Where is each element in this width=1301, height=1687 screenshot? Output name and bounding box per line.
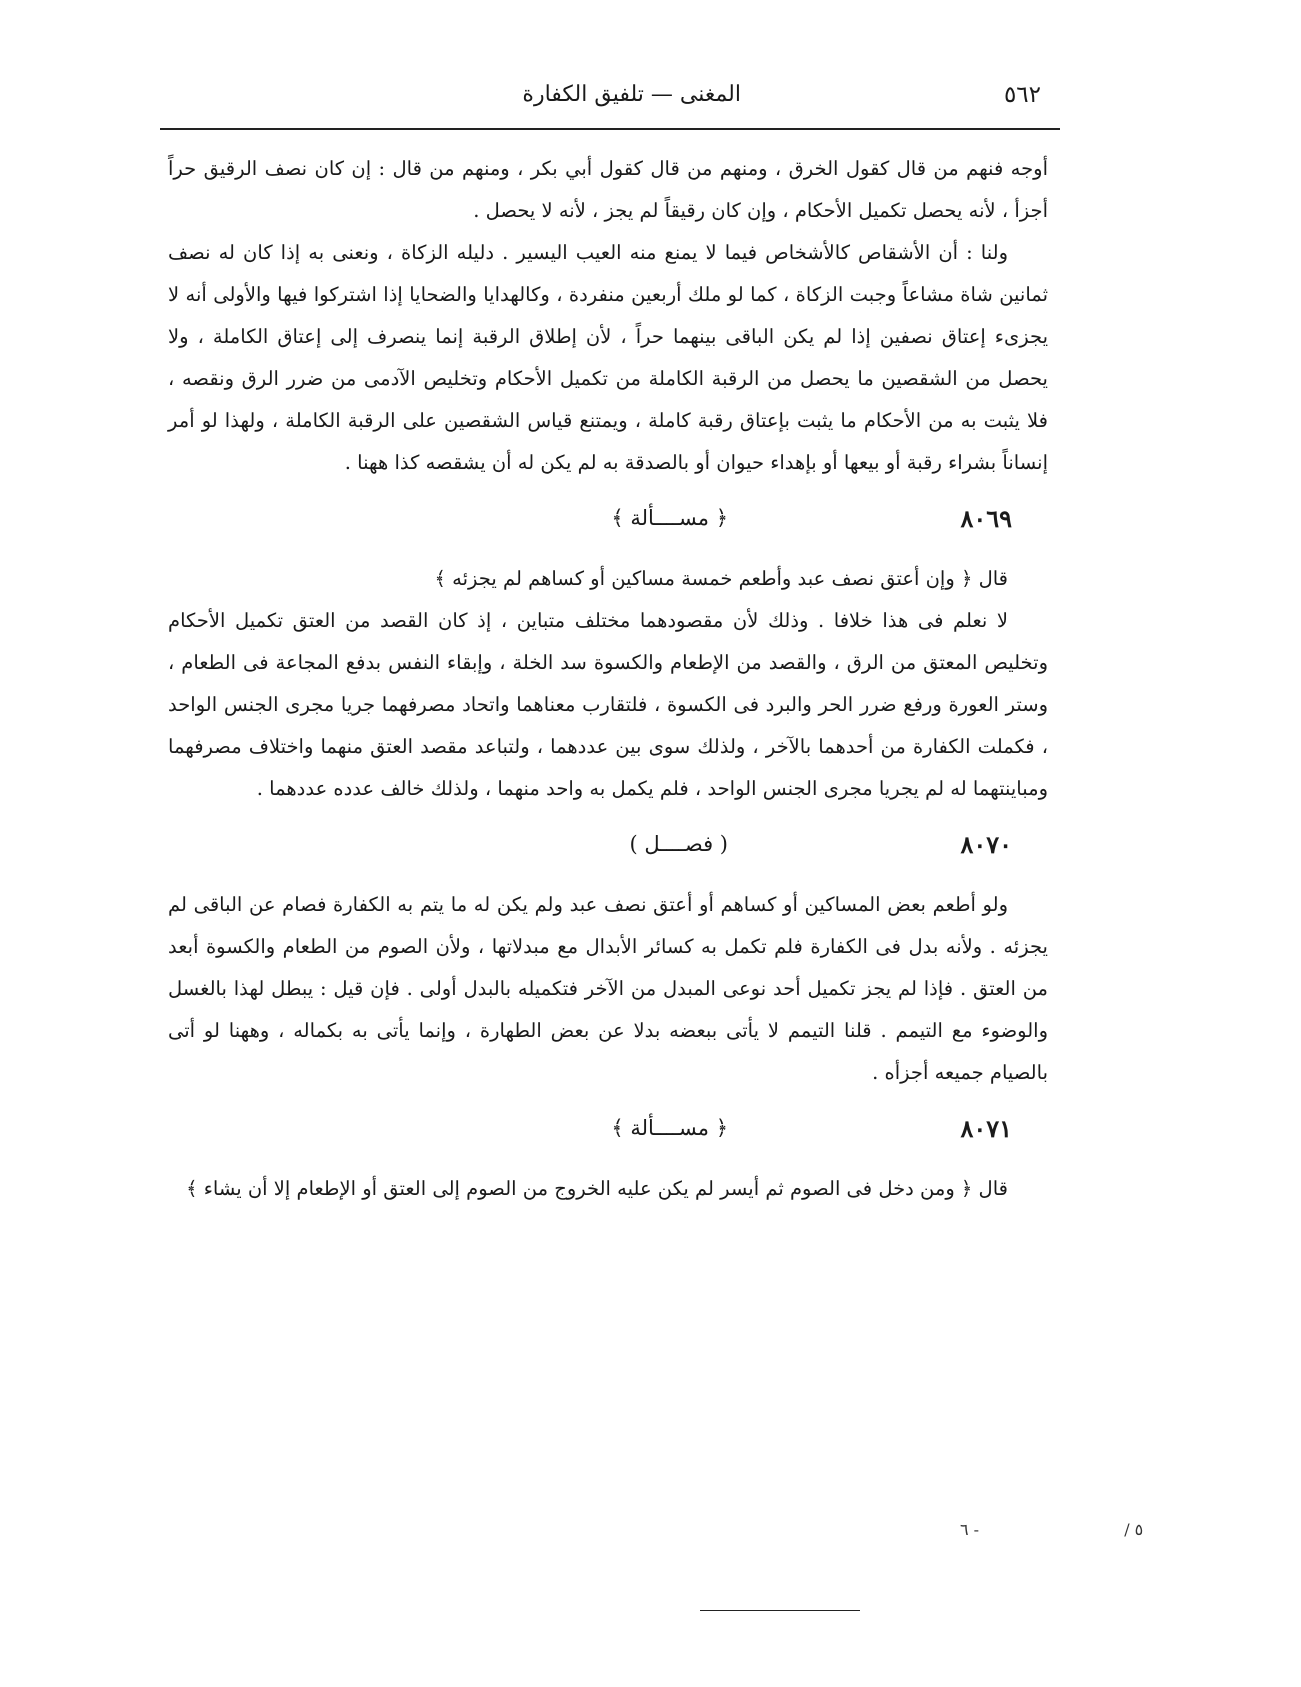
paragraph: أوجه فنهم من قال كقول الخرق ، ومنهم من قال كقول أبي بكر ، ومنهم من قال : إن كان نصف الرقيق حراً أجزأ ، لأنه يحصل تكميل الأحكام ، وإن كان رقيقاً لم يجز ، لأنه لا يحصل . bbox=[168, 157, 1048, 222]
page-number: ٥٦٢ bbox=[1003, 82, 1041, 108]
section-label: ﴿ مســــألة ﴾ bbox=[611, 1116, 728, 1140]
section-number: ٨٠٧١ bbox=[960, 1114, 1012, 1143]
section-label: ﴿ مســــألة ﴾ bbox=[611, 506, 728, 530]
footer-fragment-left: ٥ / bbox=[1124, 1520, 1144, 1539]
section-number: ٨٠٧٠ bbox=[960, 830, 1012, 859]
section-label: ( فصــــل ) bbox=[629, 832, 728, 856]
paragraph: لا نعلم فى هذا خلافا . وذلك لأن مقصودهما مختلف متباين ، إذ كان القصد من العتق تكميل الأحكام وتخليص المعتق من الرق ، والقصد من الإطعام والكسوة سد الخلة ، وإبقاء النفس بدفع المجاعة فى الطعام ، وستر العورة ورفع ضرر الحر والبرد فى الكسوة ، فلتقارب معناهما واتحاد مصرفهما جريا مجرى الجنس الواحد ، فكملت الكفارة من أحدهما بالآخر ، ولذلك سوى بين عددهما ، ولتباعد مقصد العتق منهما واختلاف مصرفهما ومباينتهما له لم يجريا مجرى الجنس الواحد ، فلم يكمل به واحد منهما ، ولذلك خالف عدده عددهما . bbox=[168, 609, 1048, 800]
paragraph: قال ﴿ ومن دخل فى الصوم ثم أيسر لم يكن عليه الخروج من الصوم إلى العتق أو الإطعام إلا أن يشاء ﴾ bbox=[186, 1177, 1008, 1200]
footer-fragment bbox=[820, 1520, 1143, 1539]
section-heading bbox=[168, 1108, 1048, 1166]
page-body bbox=[168, 148, 1048, 1210]
footer-fragment-right: - ٦ bbox=[960, 1520, 980, 1539]
footer-rule bbox=[700, 1610, 860, 1611]
section-number: ٨٠٦٩ bbox=[960, 504, 1012, 533]
running-header bbox=[160, 82, 1041, 122]
header-rule bbox=[160, 128, 1060, 130]
header-title: المغنى — تلفيق الكفارة bbox=[522, 82, 741, 107]
paragraph: قال ﴿ وإن أعتق نصف عبد وأطعم خمسة مساكين أو كساهم لم يجزئه ﴾ bbox=[434, 567, 1008, 590]
paragraph: ولنا : أن الأشقاص كالأشخاص فيما لا يمنع منه العيب اليسير . دليله الزكاة ، ونعنى به إذا كان له نصف ثمانين شاة مشاعاً وجبت الزكاة ، كما لو ملك أربعين منفردة ، وكالهدايا والضحايا إذا اشتركوا فيها والأولى أنه لا يجزىء إعتاق نصفين إذا لم يكن الباقى بينهما حراً ، لأن إطلاق الرقبة إنما ينصرف إلى إعتاق الكاملة ، ولا يحصل من الشقصين ما يحصل من الرقبة الكاملة من تكميل الأحكام وتخليص الآدمى من ضرر الرق ونقصه ، فلا يثبت به من الأحكام ما يثبت بإعتاق رقبة كاملة ، ويمتنع قياس الشقصين على الرقبة الكاملة ، ولهذا لو أمر إنساناً بشراء رقبة أو بيعها أو بإهداء حيوان أو بالصدقة به لم يكن له أن يشقصه كذا ههنا . bbox=[168, 241, 1048, 474]
section-heading bbox=[168, 498, 1048, 556]
paragraph: ولو أطعم بعض المساكين أو كساهم أو أعتق نصف عبد ولم يكن له ما يتم به الكفارة فصام عن الباقى لم يجزئه . ولأنه بدل فى الكفارة فلم تكمل به كسائر الأبدال مع مبدلاتها ، ولأن الصوم من الطعام والكسوة أبعد من العتق . فإذا لم يجز تكميل أحد نوعى المبدل من الآخر فتكميله بالبدل أولى . فإن قيل : يبطل لهذا بالغسل والوضوء مع التيمم . قلنا التيمم لا يأتى ببعضه بدلا عن بعض الطهارة ، وإنما يأتى به بكماله ، وههنا لو أتى بالصيام جميعه أجزأه . bbox=[168, 893, 1048, 1084]
section-heading bbox=[168, 824, 1048, 882]
